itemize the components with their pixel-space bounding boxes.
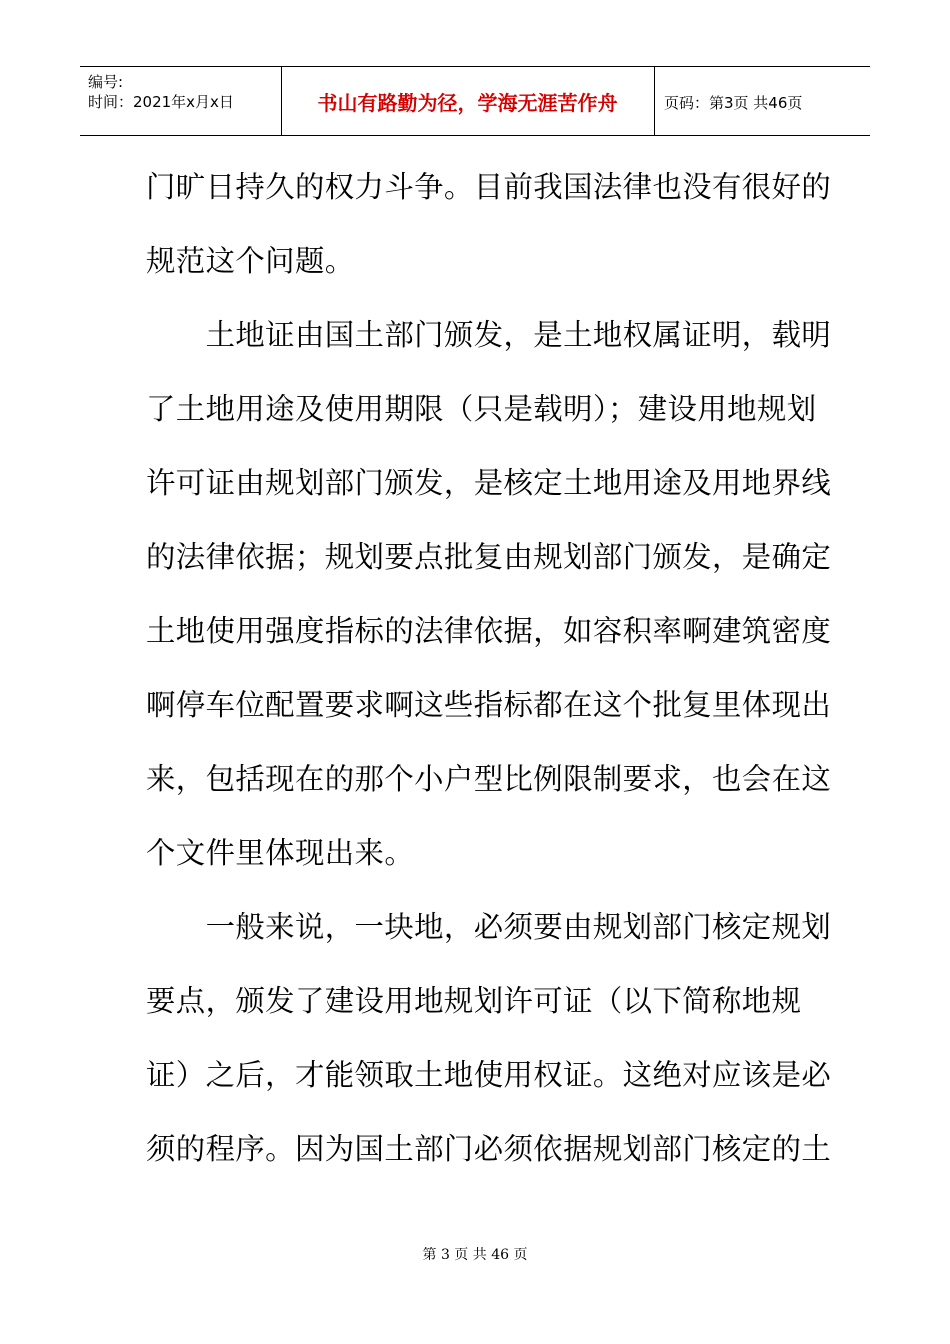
text-line: 来，包括现在的那个小户型比例限制要求，也会在这 xyxy=(146,762,832,796)
text-line: 土地使用强度指标的法律依据，如容积率啊建筑密度 xyxy=(146,614,832,648)
text-line: 土地证由国土部门颁发，是土地权属证明，载明 xyxy=(146,318,832,352)
body-text xyxy=(146,150,832,1186)
text-line: 证）之后，才能领取土地使用权证。这绝对应该是必 xyxy=(146,1058,832,1092)
text-line: 要点，颁发了建设用地规划许可证（以下简称地规 xyxy=(146,984,802,1018)
document-time-label: 时间：2021年x月x日 xyxy=(88,93,234,111)
document-number-label: 编号: xyxy=(88,73,124,91)
header-motto: 书山有路勤为径，学海无涯苦作舟 xyxy=(317,91,618,115)
header-divider-right xyxy=(654,67,655,135)
text-line: 一般来说，一块地，必须要由规划部门核定规划 xyxy=(146,910,832,944)
text-line: 门旷日持久的权力斗争。目前我国法律也没有很好的 xyxy=(146,170,832,204)
page-footer: 第 3 页 共 46 页 xyxy=(422,1247,528,1263)
header-page-code: 页码：第3页 共46页 xyxy=(664,94,803,112)
text-line: 啊停车位配置要求啊这些指标都在这个批复里体现出 xyxy=(146,688,832,722)
text-line: 规范这个问题。 xyxy=(146,244,355,278)
text-line: 许可证由规划部门颁发，是核定土地用途及用地界线 xyxy=(146,466,832,500)
text-line: 了土地用途及使用期限（只是载明）；建设用地规划 xyxy=(146,392,817,426)
page-header xyxy=(80,66,870,136)
text-line: 须的程序。因为国土部门必须依据规划部门核定的土 xyxy=(146,1132,832,1166)
text-line: 个文件里体现出来。 xyxy=(146,836,415,870)
text-line: 的法律依据；规划要点批复由规划部门颁发，是确定 xyxy=(146,540,832,574)
